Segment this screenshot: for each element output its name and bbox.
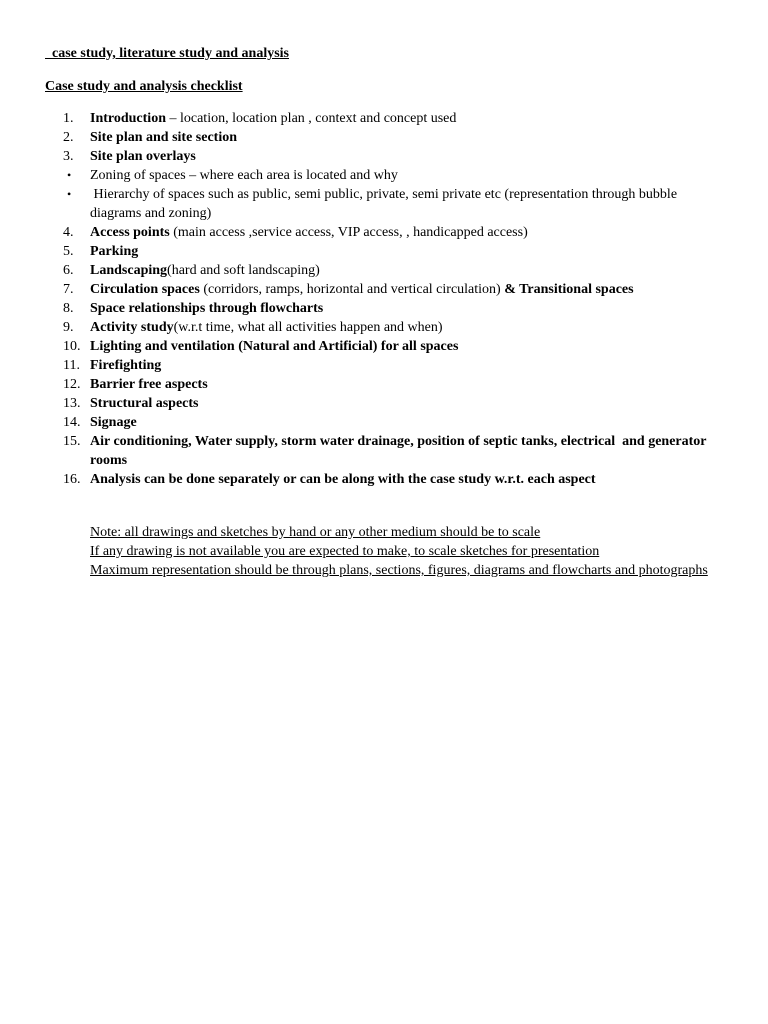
item-lead: Parking bbox=[90, 244, 139, 259]
item-lead: Structural aspects bbox=[90, 396, 199, 411]
checklist-bullet-hierarchy bbox=[0, 185, 768, 223]
item-marker: 9. bbox=[63, 320, 74, 335]
item-text: Zoning of spaces – where each area is located and why bbox=[90, 168, 398, 183]
checklist-item-16 bbox=[0, 470, 768, 489]
checklist-item-9 bbox=[0, 318, 768, 337]
item-text: – location, location plan , context and concept used bbox=[165, 111, 457, 126]
item-marker: 8. bbox=[63, 301, 74, 316]
note-representation: Maximum representation should be through plans, sections, figures, diagrams and flowcharts and photographs bbox=[90, 563, 708, 578]
checklist-item-4 bbox=[0, 223, 768, 242]
item-marker: 2. bbox=[63, 130, 74, 145]
item-lead: Signage bbox=[90, 415, 137, 430]
bullet-icon: • bbox=[67, 168, 72, 182]
checklist-item-12 bbox=[0, 375, 768, 394]
checklist-item-7 bbox=[0, 280, 768, 299]
item-text: (w.r.t time, what all activities happen and when) bbox=[173, 320, 443, 335]
checklist-item-8 bbox=[0, 299, 768, 318]
item-marker: 4. bbox=[63, 225, 74, 240]
item-lead: Lighting and ventilation (Natural and Artificial) for all spaces bbox=[90, 339, 459, 354]
item-marker: 6. bbox=[63, 263, 74, 278]
item-marker: 14. bbox=[63, 415, 81, 430]
checklist-item-5 bbox=[0, 242, 768, 261]
item-marker: 7. bbox=[63, 282, 74, 297]
checklist-item-2 bbox=[0, 128, 768, 147]
item-lead: Air conditioning, Water supply, storm water drainage, position of septic tanks, electrical and generator rooms bbox=[90, 434, 710, 468]
item-text: (hard and soft landscaping) bbox=[167, 263, 320, 278]
checklist-heading: Case study and analysis checklist bbox=[45, 79, 243, 94]
item-lead: Space relationships through flowcharts bbox=[90, 301, 324, 316]
item-lead: Access points bbox=[90, 225, 170, 240]
checklist-item-10 bbox=[0, 337, 768, 356]
item-lead: Analysis can be done separately or can be along with the case study w.r.t. each aspect bbox=[90, 472, 596, 487]
notes-block bbox=[90, 523, 708, 580]
item-text: Hierarchy of spaces such as public, semi public, private, semi private etc (representation through bubble diagrams and zoning) bbox=[90, 187, 681, 221]
item-lead: Circulation spaces bbox=[90, 282, 200, 297]
note-missing-drawings: If any drawing is not available you are expected to make, to scale sketches for presentation bbox=[90, 544, 600, 559]
item-tail-lead: & Transitional spaces bbox=[504, 282, 634, 297]
checklist bbox=[0, 109, 768, 489]
checklist-item-13 bbox=[0, 394, 768, 413]
item-lead: Introduction bbox=[90, 111, 166, 126]
item-text: (main access ,service access, VIP access, , handicapped access) bbox=[169, 225, 528, 240]
item-marker: 13. bbox=[63, 396, 81, 411]
item-marker: 1. bbox=[63, 111, 74, 126]
item-marker: 11. bbox=[63, 358, 80, 373]
checklist-item-11 bbox=[0, 356, 768, 375]
document-title: case study, literature study and analysis bbox=[45, 46, 289, 61]
checklist-item-6 bbox=[0, 261, 768, 280]
checklist-item-3 bbox=[0, 147, 768, 166]
item-marker: 3. bbox=[63, 149, 74, 164]
item-marker: 16. bbox=[63, 472, 81, 487]
checklist-bullet-zoning bbox=[0, 166, 768, 185]
checklist-item-1 bbox=[0, 109, 768, 128]
item-lead: Barrier free aspects bbox=[90, 377, 208, 392]
item-marker: 5. bbox=[63, 244, 74, 259]
item-lead: Site plan overlays bbox=[90, 149, 196, 164]
item-lead: Site plan and site section bbox=[90, 130, 238, 145]
item-lead: Firefighting bbox=[90, 358, 162, 373]
note-scale: Note: all drawings and sketches by hand or any other medium should be to scale bbox=[90, 525, 541, 540]
item-marker: 15. bbox=[63, 434, 81, 449]
item-lead: Landscaping bbox=[90, 263, 168, 278]
checklist-item-15 bbox=[0, 432, 768, 470]
checklist-item-14 bbox=[0, 413, 768, 432]
item-marker: 10. bbox=[63, 339, 81, 354]
bullet-icon: • bbox=[67, 187, 72, 201]
item-lead: Activity study bbox=[90, 320, 174, 335]
item-marker: 12. bbox=[63, 377, 81, 392]
item-text: (corridors, ramps, horizontal and vertical circulation) bbox=[199, 282, 505, 297]
